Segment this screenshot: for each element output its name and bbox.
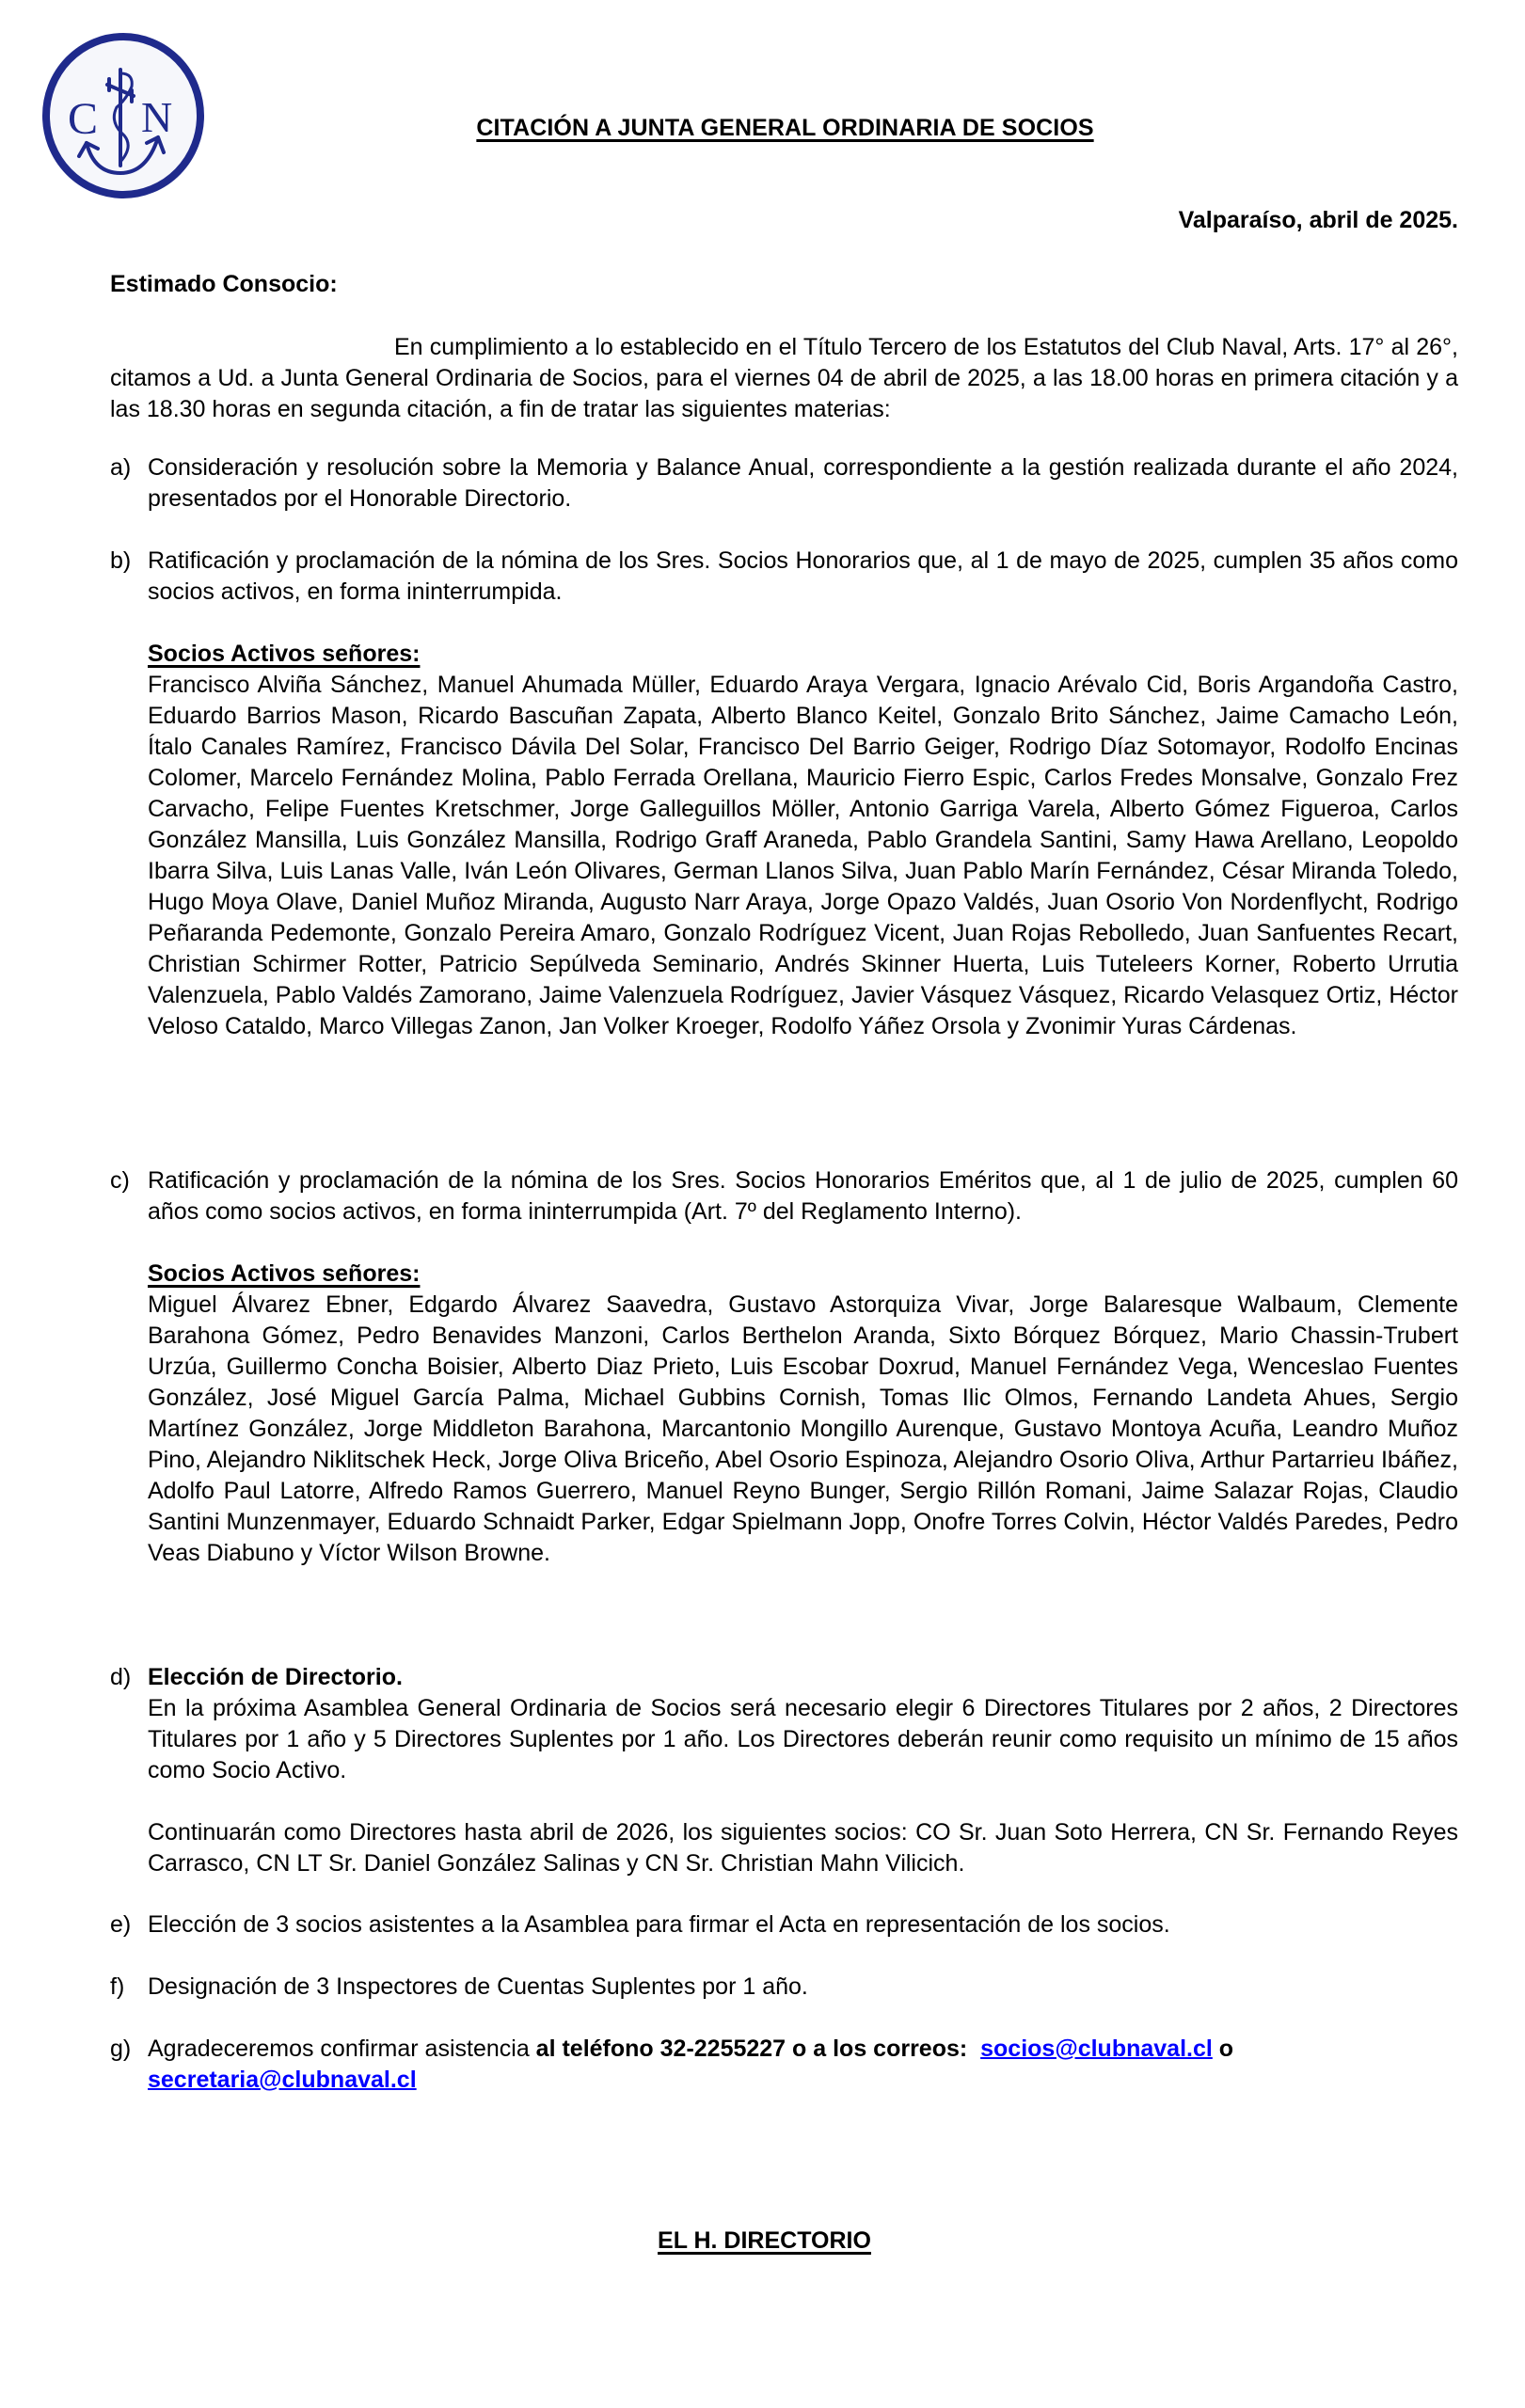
agenda-item-e <box>110 1909 1458 1941</box>
logo-letter-c: C <box>68 94 99 144</box>
agenda-item-a <box>110 452 1458 515</box>
salutation: Estimado Consocio: <box>110 271 338 297</box>
logo-letter-n: N <box>141 93 173 141</box>
document-title: CITACIÓN A JUNTA GENERAL ORDINARIA DE SOCIOS <box>476 115 1094 141</box>
item-marker: c) <box>110 1167 130 1194</box>
connector-text: o <box>1218 2036 1234 2062</box>
item-text: Designación de 3 Inspectores de Cuentas Suplentes por 1 año. <box>148 1973 808 2000</box>
names-subheading: Socios Activos señores: <box>148 1260 421 1287</box>
agenda-item-c <box>110 1165 1458 1569</box>
item-text: Ratificación y proclamación de la nómina de los Sres. Socios Honorarios Eméritos que, al 1 de julio de 2025, cumplen 60 años como socios activos, en forma ininterrumpida (Art. 7º del Reglamento Interno). <box>148 1167 1458 1225</box>
intro-paragraph: En cumplimiento a lo establecido en el Título Tercero de los Estatutos del Club Naval, Arts. 17° al 26°, citamos a Ud. a Junta General Ordinaria de Socios, para el viernes 04 de abril de 2025, a las 18.00 horas en primera citación y a las 18.30 horas en segunda citación, a fin de tratar las siguientes materias: <box>110 334 1458 422</box>
item-marker: d) <box>110 1664 132 1690</box>
names-subheading: Socios Activos señores: <box>148 641 421 667</box>
item-text: En la próxima Asamblea General Ordinaria de Socios será necesario elegir 6 Directores Titulares por 2 años, 2 Directores Titulares por 1 año y 5 Directores Suplentes por 1 año. Los Directores deberán reunir como requisito un mínimo de 15 años como Socio Activo. <box>148 1695 1458 1783</box>
item-marker: f) <box>110 1973 125 2000</box>
agenda-item-f <box>110 1972 1458 2003</box>
email-link-secretaria[interactable]: secretaria@clubnaval.cl <box>148 2067 417 2093</box>
item-marker: e) <box>110 1911 132 1938</box>
agenda-item-b <box>110 546 1458 1042</box>
item-text: Agradeceremos confirmar asistencia <box>148 2036 536 2062</box>
item-text: Ratificación y proclamación de la nómina de los Sres. Socios Honorarios que, al 1 de mayo de 2025, cumplen 35 años como socios activos, en forma ininterrumpida. <box>148 547 1458 605</box>
continuing-directors: Continuarán como Directores hasta abril de 2026, los siguientes socios: CO Sr. Juan Soto Herrera, CN Sr. Fernando Reyes Carrasco, CN LT Sr. Daniel González Salinas y CN Sr. Christian Mahn Vilicich. <box>148 1819 1458 1877</box>
item-text: Elección de 3 socios asistentes a la Asamblea para firmar el Acta en representación de los socios. <box>148 1911 1170 1938</box>
item-text: Consideración y resolución sobre la Memoria y Balance Anual, correspondiente a la gestión realizada durante el año 2024, presentados por el Honorable Directorio. <box>148 454 1458 512</box>
agenda-item-g <box>110 2034 1458 2096</box>
item-marker: g) <box>110 2036 132 2062</box>
item-heading: Elección de Directorio. <box>148 1664 403 1690</box>
emeritus-members-list: Miguel Álvarez Ebner, Edgardo Álvarez Saavedra, Gustavo Astorquiza Vivar, Jorge Balaresque Walbaum, Clemente Barahona Gómez, Pedro Benavides Manzoni, Carlos Berthelon Aranda, Sixto Bórquez Bórquez, Mario Chassin-Trubert Urzúa, Guillermo Concha Boisier, Alberto Diaz Prieto, Luis Escobar Doxrud, Manuel Fernández Vega, Wenceslao Fuentes González, José Miguel García Palma, Michael Gubbins Cornish, Tomas Ilic Olmos, Fernando Landeta Ahues, Sergio Martínez González, Jorge Middleton Barahona, Marcantonio Mongillo Aurenque, Gustavo Montoya Acuña, Leandro Muñoz Pino, Alejandro Niklitschek Heck, Jorge Oliva Briceño, Abel Osorio Espinoza, Alejandro Osorio Oliva, Arthur Partarrieu Ibáñez, Adolfo Paul Latorre, Alfredo Ramos Guerrero, Manuel Reyno Bunger, Sergio Rillón Romani, Jaime Salazar Rojas, Claudio Santini Munzenmayer, Eduardo Schnaidt Parker, Edgar Spielmann Jopp, Onofre Torres Colvin, Héctor Valdés Paredes, Pedro Veas Diabuno y Víctor Wilson Browne. <box>148 1291 1458 1566</box>
item-marker: b) <box>110 547 132 574</box>
contact-phone-text: al teléfono 32-2255227 o a los correos: <box>535 2036 968 2062</box>
email-link-socios[interactable]: socios@clubnaval.cl <box>980 2036 1213 2062</box>
document-date: Valparaíso, abril de 2025. <box>1178 207 1458 233</box>
item-marker: a) <box>110 454 132 481</box>
agenda-item-d <box>110 1662 1458 1879</box>
honorary-members-list: Francisco Alviña Sánchez, Manuel Ahumada Müller, Eduardo Araya Vergara, Ignacio Arévalo Cid, Boris Argandoña Castro, Eduardo Barrios Mason, Ricardo Bascuñan Zapata, Alberto Blanco Keitel, Gonzalo Brito Sánchez, Jaime Camacho León, Ítalo Canales Ramírez, Francisco Dávila Del Solar, Francisco Del Barrio Geiger, Rodrigo Díaz Sotomayor, Rodolfo Encinas Colomer, Marcelo Fernández Molina, Pablo Ferrada Orellana, Mauricio Fierro Espic, Carlos Fredes Monsalve, Gonzalo Frez Carvacho, Felipe Fuentes Kretschmer, Jorge Galleguillos Möller, Antonio Garriga Varela, Alberto Gómez Figueroa, Carlos González Mansilla, Luis González Mansilla, Rodrigo Graff Araneda, Pablo Grandela Santini, Samy Hawa Arellano, Leopoldo Ibarra Silva, Luis Lanas Valle, Iván León Olivares, German Llanos Silva, Juan Pablo Marín Fernández, César Miranda Toledo, Hugo Moya Olave, Daniel Muñoz Miranda, Augusto Narr Araya, Jorge Opazo Valdés, Juan Osorio Von Nordenflycht, Rodrigo Peñaranda Pedemonte, Gonzalo Pereira Amaro, Gonzalo Rodríguez Vicent, Juan Rojas Rebolledo, Juan Sanfuentes Recart, Christian Schirmer Rotter, Patricio Sepúlveda Seminario, Andrés Skinner Huerta, Luis Tuteleers Korner, Roberto Urrutia Valenzuela, Pablo Valdés Zamorano, Jaime Valenzuela Rodríguez, Javier Vásquez Vásquez, Ricardo Velasquez Ortiz, Héctor Veloso Cataldo, Marco Villegas Zanon, Jan Volker Kroeger, Rodolfo Yáñez Orsola y Zvonimir Yuras Cárdenas. <box>148 672 1458 1039</box>
signature: EL H. DIRECTORIO <box>658 2227 871 2254</box>
